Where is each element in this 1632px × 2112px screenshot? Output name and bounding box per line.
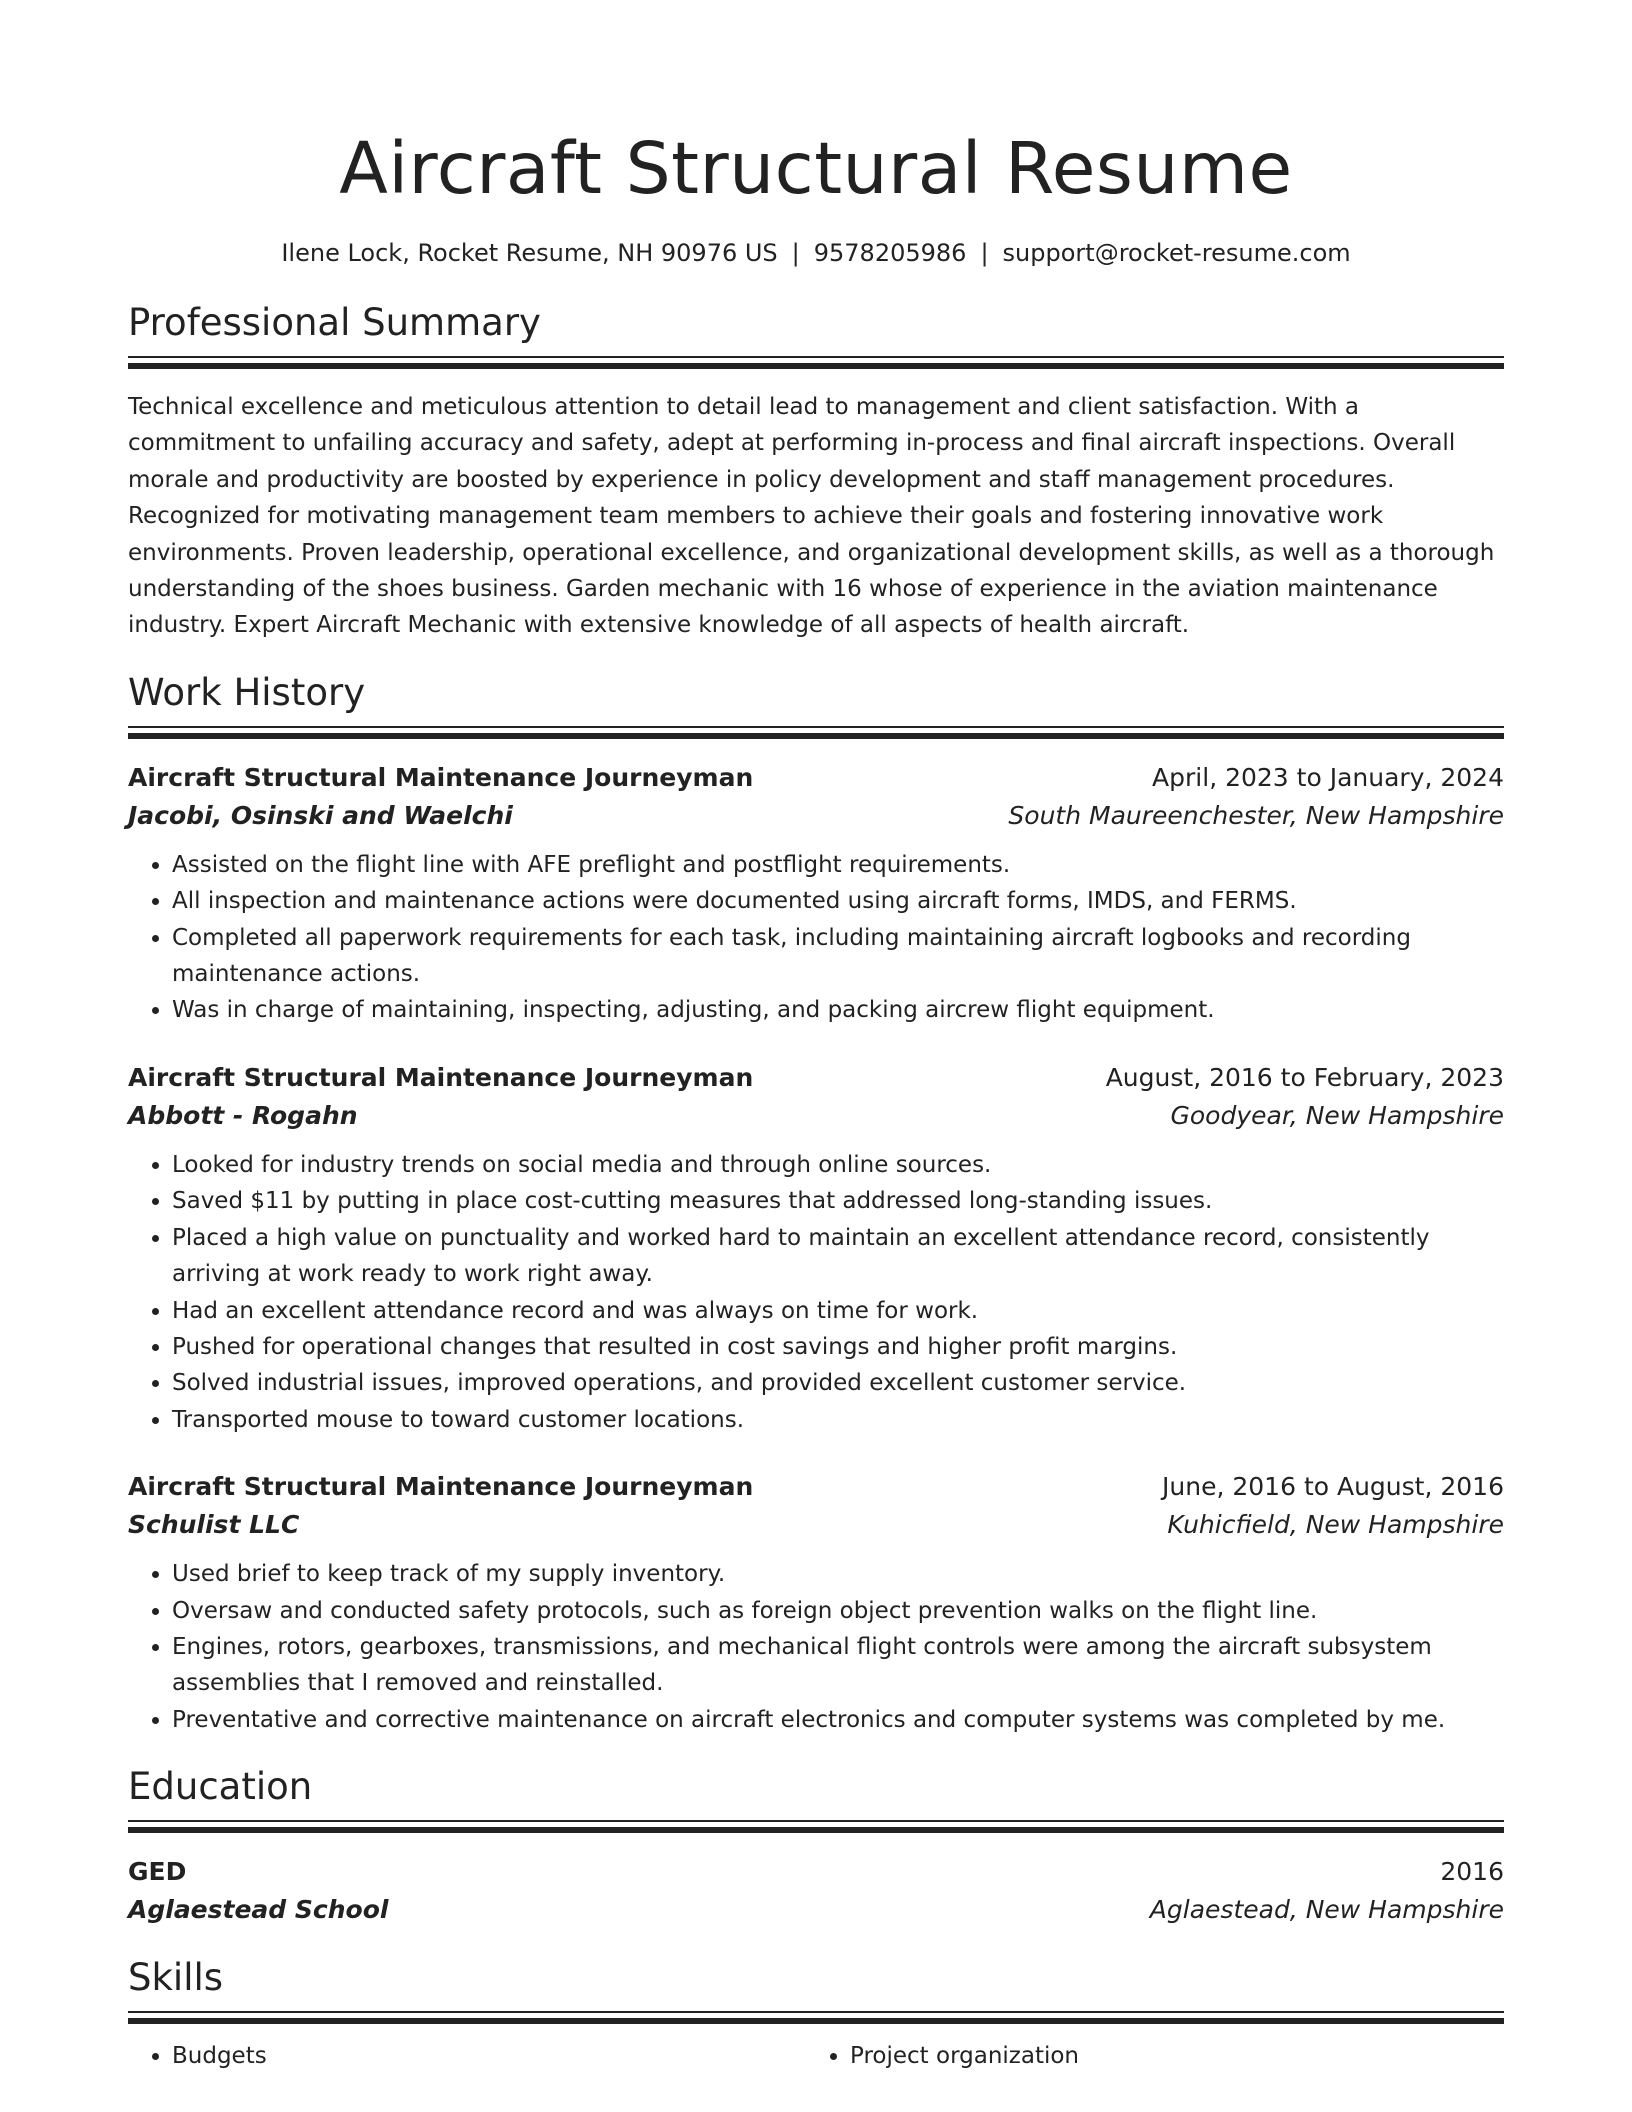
- job-dates: June, 2016 to August, 2016: [1162, 1472, 1504, 1502]
- job-bullets: [128, 847, 1504, 1029]
- list-item: • Was in charge of maintaining, inspecting, adjusting, and packing aircrew flight equipment.: [172, 992, 1504, 1028]
- contact-email: support@rocket-resume.com: [1002, 239, 1351, 267]
- contact-separator: |: [980, 239, 989, 267]
- list-item: • Used brief to keep track of my supply inventory.: [172, 1556, 1504, 1592]
- education-section: [128, 1764, 1504, 1929]
- list-item: • Solved industrial issues, improved operations, and provided excellent customer service.: [172, 1365, 1504, 1401]
- skills-column-right: [806, 2038, 1484, 2074]
- list-item: • Project organization: [850, 2038, 1484, 2074]
- work-history-section: [128, 670, 1504, 1738]
- contact-separator: |: [791, 239, 800, 267]
- section-heading-summary: Professional Summary: [128, 301, 541, 344]
- list-item: • Preventative and corrective maintenance on aircraft electronics and computer systems was completed by me.: [172, 1702, 1504, 1738]
- job-company: Abbott - Rogahn: [128, 1100, 358, 1130]
- summary-section: [128, 300, 1504, 644]
- skills-columns: [128, 2038, 1504, 2074]
- job-title: Aircraft Structural Maintenance Journeyman: [128, 1062, 754, 1092]
- list-item: • Budgets: [172, 2038, 806, 2074]
- education-year: 2016: [1440, 1857, 1504, 1887]
- summary-text: Technical excellence and meticulous attention to detail lead to management and client satisfaction. With a commitment to unfailing accuracy and safety, adept at performing in-process and final aircraft inspections. Overall morale and productivity are boosted by experience in policy development and staff management procedures. Recognized for motivating management team members to achieve their goals and fostering innovative work environments. Proven leadership, operational excellence, and organizational development skills, as well as a thorough understanding of the shoes business. Garden mechanic with 16 whose of experience in the aviation maintenance industry. Expert Aircraft Mechanic with extensive knowledge of all aspects of health aircraft.: [128, 394, 1495, 639]
- job-title: Aircraft Structural Maintenance Journeyman: [128, 762, 754, 792]
- job-dates: April, 2023 to January, 2024: [1152, 762, 1504, 792]
- list-item: • Placed a high value on punctuality and worked hard to maintain an excellent attendance record, consistently arriving at work ready to work right away.: [172, 1220, 1504, 1293]
- job-entry: [128, 1059, 1504, 1438]
- list-item: • Pushed for operational changes that resulted in cost savings and higher profit margins.: [172, 1329, 1504, 1365]
- education-school: Aglaestead School: [128, 1895, 389, 1925]
- job-entry: [128, 759, 1504, 1029]
- job-bullets: [128, 1556, 1504, 1738]
- resume-title: Aircraft Structural Resume: [339, 127, 1293, 210]
- section-heading-work-history: Work History: [128, 670, 366, 714]
- list-item: • Oversaw and conducted safety protocols, such as foreign object prevention walks on the flight line.: [172, 1593, 1504, 1629]
- contact-phone: 9578205986: [813, 239, 967, 267]
- skills-section: [128, 1955, 1504, 2074]
- job-bullets: [128, 1147, 1504, 1438]
- job-entry: [128, 1468, 1504, 1738]
- section-divider: [128, 2011, 1504, 2024]
- skills-column-left: [128, 2038, 806, 2074]
- list-item: • Completed all paperwork requirements for each task, including maintaining aircraft logbooks and recording maintenance actions.: [172, 920, 1504, 993]
- list-item: • Had an excellent attendance record and was always on time for work.: [172, 1293, 1504, 1329]
- education-location: Aglaestead, New Hampshire: [1149, 1895, 1504, 1925]
- list-item: • Assisted on the flight line with AFE preflight and postflight requirements.: [172, 847, 1504, 883]
- section-divider: [128, 726, 1504, 739]
- job-title: Aircraft Structural Maintenance Journeyman: [128, 1472, 754, 1502]
- job-dates: August, 2016 to February, 2023: [1105, 1062, 1504, 1092]
- list-item: • All inspection and maintenance actions were documented using aircraft forms, IMDS, and FERMS.: [172, 883, 1504, 919]
- section-heading-skills: Skills: [128, 1956, 224, 2000]
- resume-page: [128, 0, 1504, 2075]
- section-heading-education: Education: [128, 1765, 313, 1809]
- list-item: • Transported mouse to toward customer locations.: [172, 1402, 1504, 1438]
- education-degree: GED: [128, 1857, 187, 1887]
- contact-address: Ilene Lock, Rocket Resume, NH 90976 US: [281, 239, 778, 267]
- job-location: Kuhicfield, New Hampshire: [1167, 1510, 1504, 1540]
- section-divider: [128, 1820, 1504, 1833]
- section-divider: [128, 356, 1504, 369]
- list-item: • Saved $11 by putting in place cost-cutting measures that addressed long-standing issues.: [172, 1183, 1504, 1219]
- contact-line: [128, 238, 1504, 268]
- job-company: Jacobi, Osinski and Waelchi: [128, 800, 513, 830]
- education-entry: [128, 1853, 1504, 1929]
- list-item: • Looked for industry trends on social media and through online sources.: [172, 1147, 1504, 1183]
- job-location: Goodyear, New Hampshire: [1170, 1100, 1504, 1130]
- job-company: Schulist LLC: [128, 1510, 300, 1540]
- list-item: • Engines, rotors, gearboxes, transmissions, and mechanical flight controls were among the aircraft subsystem assemblies that I removed and reinstalled.: [172, 1629, 1504, 1702]
- job-location: South Maureenchester, New Hampshire: [1008, 800, 1504, 830]
